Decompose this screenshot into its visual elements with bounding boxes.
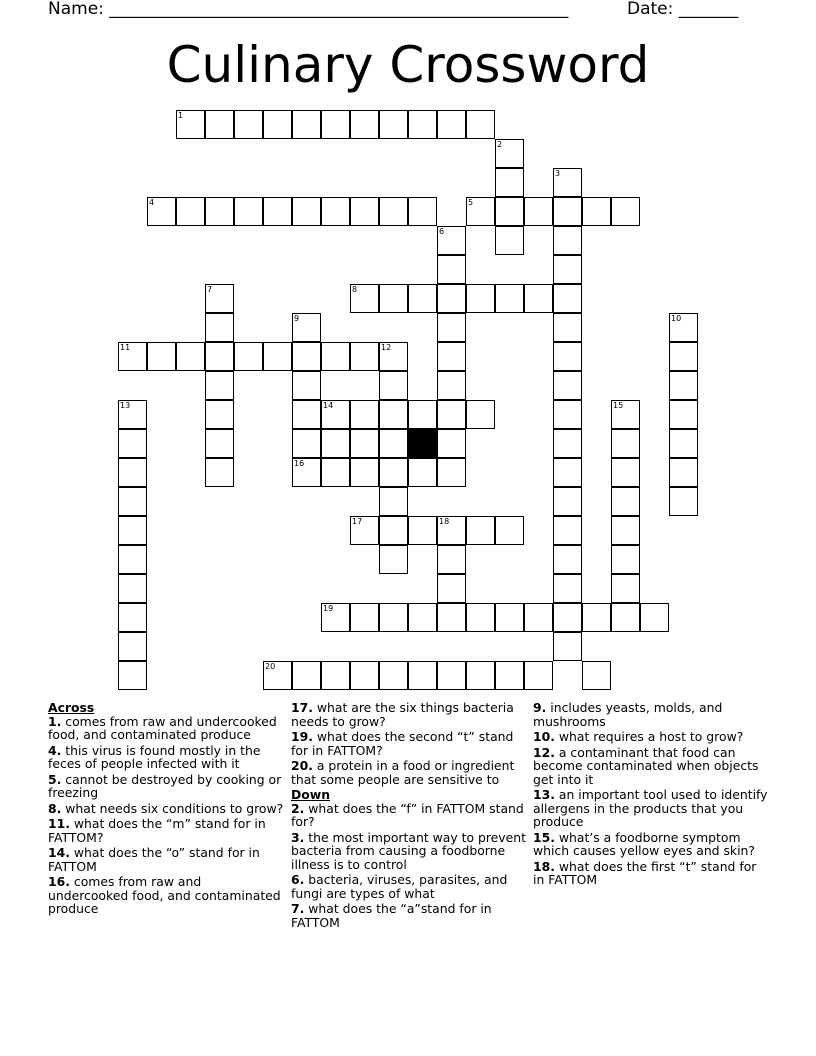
clue-number: 10: [671, 314, 682, 323]
clue-item: [533, 701, 769, 728]
crossword-cell[interactable]: [321, 110, 350, 139]
crossword-cell[interactable]: [437, 545, 466, 574]
crossword-cell[interactable]: [379, 342, 408, 371]
clue-number: 1.: [48, 713, 62, 729]
clue-number: 16.: [48, 874, 70, 889]
crossword-cell[interactable]: [611, 400, 640, 429]
crossword-cell[interactable]: [350, 661, 379, 690]
crossword-cell[interactable]: [611, 197, 640, 226]
crossword-cell[interactable]: [379, 516, 408, 545]
crossword-cell[interactable]: [321, 400, 350, 429]
crossword-cell[interactable]: [263, 661, 292, 690]
crossword-cell[interactable]: [118, 342, 147, 371]
clue-number: 11: [120, 343, 131, 352]
clue-number: 19.: [291, 729, 313, 744]
crossword-cell[interactable]: [118, 429, 147, 458]
clue-text: what’s a foodborne symptom which causes yellow eyes and skin?: [533, 829, 755, 858]
crossword-cell[interactable]: [408, 110, 437, 139]
crossword-cell[interactable]: [553, 458, 582, 487]
crossword-cell[interactable]: [437, 313, 466, 342]
crossword-cell[interactable]: [437, 110, 466, 139]
crossword-cell[interactable]: [408, 197, 437, 226]
crossword-cell[interactable]: [205, 197, 234, 226]
crossword-cell[interactable]: [205, 284, 234, 313]
blocked-cell: [408, 429, 437, 458]
date-field-label[interactable]: Date: _______: [627, 0, 739, 19]
crossword-cell[interactable]: [292, 342, 321, 371]
crossword-cell[interactable]: [118, 574, 147, 603]
crossword-cell[interactable]: [234, 197, 263, 226]
crossword-cell[interactable]: [582, 197, 611, 226]
clue-item: [533, 860, 769, 887]
crossword-cell[interactable]: [292, 313, 321, 342]
crossword-cell[interactable]: [147, 197, 176, 226]
crossword-cell[interactable]: [350, 110, 379, 139]
clue-number: 18: [439, 517, 450, 526]
clue-text: what does the second “t” stand for in FATTOM?: [291, 729, 514, 758]
crossword-cell[interactable]: [553, 226, 582, 255]
crossword-cell[interactable]: [553, 603, 582, 632]
crossword-cell[interactable]: [553, 197, 582, 226]
clue-item: [291, 831, 527, 872]
crossword-cell[interactable]: [553, 284, 582, 313]
crossword-cell[interactable]: [495, 516, 524, 545]
crossword-cell[interactable]: [321, 661, 350, 690]
crossword-cell[interactable]: [553, 516, 582, 545]
clue-number: 4: [149, 198, 155, 207]
crossword-cell[interactable]: [379, 661, 408, 690]
crossword-cell[interactable]: [118, 487, 147, 516]
crossword-cell[interactable]: [408, 284, 437, 313]
crossword-cell[interactable]: [263, 197, 292, 226]
crossword-cell[interactable]: [553, 487, 582, 516]
crossword-cell[interactable]: [611, 545, 640, 574]
clue-number: 7.: [291, 901, 305, 916]
clue-number: 14: [323, 401, 334, 410]
crossword-cell[interactable]: [408, 603, 437, 632]
crossword-cell[interactable]: [321, 197, 350, 226]
clue-text: a protein in a food or ingredient that some people are sensitive to: [291, 758, 515, 787]
clue-number: 19: [323, 604, 334, 613]
crossword-cell[interactable]: [437, 661, 466, 690]
clue-item: [533, 831, 769, 858]
clue-number: 11.: [48, 816, 70, 831]
crossword-cell[interactable]: [524, 661, 553, 690]
clue-number: 6: [439, 227, 445, 236]
clue-number: 17.: [291, 700, 313, 715]
page-title: Culinary Crossword: [166, 36, 650, 94]
clue-item: [291, 701, 527, 728]
clue-number: 7: [207, 285, 213, 294]
crossword-cell[interactable]: [292, 661, 321, 690]
clue-number: 5: [468, 198, 474, 207]
crossword-cell[interactable]: [611, 487, 640, 516]
crossword-cell[interactable]: [553, 371, 582, 400]
crossword-cell[interactable]: [147, 342, 176, 371]
clue-text: what does the “f” in FATTOM stand for?: [291, 800, 524, 829]
clue-text: what does the first “t” stand for in FATTOM: [533, 858, 757, 887]
clue-number: 2: [497, 140, 503, 149]
crossword-cell[interactable]: [553, 429, 582, 458]
crossword-cell[interactable]: [495, 139, 524, 168]
crossword-cell[interactable]: [379, 110, 408, 139]
crossword-cell[interactable]: [437, 371, 466, 400]
crossword-cell[interactable]: [292, 429, 321, 458]
clue-number: 3.: [291, 829, 305, 845]
clue-number: 9: [294, 314, 300, 323]
crossword-cell[interactable]: [321, 342, 350, 371]
crossword-cell[interactable]: [118, 458, 147, 487]
crossword-cell[interactable]: [466, 603, 495, 632]
crossword-cell[interactable]: [553, 400, 582, 429]
crossword-cell[interactable]: [118, 516, 147, 545]
crossword-cell[interactable]: [553, 342, 582, 371]
down-clue-list-continued: [533, 701, 769, 887]
crossword-cell[interactable]: [437, 284, 466, 313]
clue-item: [291, 802, 527, 829]
across-heading: Across: [48, 700, 95, 715]
crossword-cell[interactable]: [321, 429, 350, 458]
crossword-cell[interactable]: [611, 574, 640, 603]
crossword-cell[interactable]: [437, 255, 466, 284]
clue-item: [48, 744, 284, 771]
crossword-cell[interactable]: [669, 487, 698, 516]
crossword-cell[interactable]: [466, 284, 495, 313]
crossword-cell[interactable]: [350, 284, 379, 313]
crossword-cell[interactable]: [379, 284, 408, 313]
clue-number: 13: [120, 401, 131, 410]
crossword-cell[interactable]: [263, 110, 292, 139]
crossword-cell[interactable]: [437, 429, 466, 458]
crossword-cell[interactable]: [640, 603, 669, 632]
clue-number: 16: [294, 459, 305, 468]
crossword-cell[interactable]: [205, 371, 234, 400]
clue-text: this virus is found mostly in the feces of people infected with it: [48, 742, 261, 771]
crossword-cell[interactable]: [437, 400, 466, 429]
clue-text: what does the “o” stand for in FATTOM: [48, 845, 260, 874]
crossword-cell[interactable]: [524, 197, 553, 226]
crossword-cell[interactable]: [437, 603, 466, 632]
crossword-cell[interactable]: [553, 168, 582, 197]
crossword-cell[interactable]: [437, 226, 466, 255]
clue-item: [48, 802, 284, 816]
crossword-cell[interactable]: [205, 458, 234, 487]
name-field-label[interactable]: Name: ______________________________________________________: [48, 0, 569, 19]
crossword-cell[interactable]: [350, 516, 379, 545]
clue-item: [533, 746, 769, 787]
clue-number: 15.: [533, 829, 555, 845]
clue-item: [48, 817, 284, 844]
crossword-cell[interactable]: [437, 516, 466, 545]
crossword-cell[interactable]: [611, 516, 640, 545]
crossword-cell[interactable]: [466, 197, 495, 226]
crossword-cell[interactable]: [582, 661, 611, 690]
clue-number: 5.: [48, 771, 62, 787]
crossword-cell[interactable]: [292, 400, 321, 429]
crossword-cell[interactable]: [379, 603, 408, 632]
crossword-cell[interactable]: [553, 632, 582, 661]
clue-item: [533, 730, 769, 744]
crossword-cell[interactable]: [292, 371, 321, 400]
clue-number: 3: [555, 169, 561, 178]
clue-text: what requires a host to grow?: [554, 729, 744, 744]
crossword-cell[interactable]: [350, 429, 379, 458]
crossword-cell[interactable]: [466, 110, 495, 139]
clue-text: a contaminant that food can become contaminated when objects get into it: [533, 744, 759, 787]
across-clue-list-continued: [291, 701, 527, 786]
clue-number: 14.: [48, 845, 70, 860]
crossword-cell[interactable]: [669, 313, 698, 342]
crossword-cell[interactable]: [176, 197, 205, 226]
clue-number: 20.: [291, 758, 313, 773]
crossword-cell[interactable]: [669, 458, 698, 487]
clue-text: comes from raw and undercooked food, and contaminated produce: [48, 874, 281, 916]
crossword-cell[interactable]: [205, 342, 234, 371]
crossword-cell[interactable]: [292, 458, 321, 487]
crossword-cell[interactable]: [292, 197, 321, 226]
clue-item: [291, 759, 527, 786]
crossword-cell[interactable]: [553, 255, 582, 284]
clue-text: what needs six conditions to grow?: [61, 800, 284, 816]
crossword-cell[interactable]: [263, 342, 292, 371]
crossword-cell[interactable]: [379, 197, 408, 226]
crossword-cell[interactable]: [205, 429, 234, 458]
crossword-cell[interactable]: [118, 603, 147, 632]
crossword-cell[interactable]: [495, 168, 524, 197]
crossword-cell[interactable]: [350, 603, 379, 632]
crossword-cell[interactable]: [176, 342, 205, 371]
clue-number: 20: [265, 662, 276, 671]
clue-number: 17: [352, 517, 363, 526]
clue-number: 1: [178, 111, 184, 120]
clue-item: [48, 875, 284, 916]
clue-text: what does the “m” stand for in FATTOM?: [48, 816, 266, 845]
clue-text: what does the “a”stand for in FATTOM: [291, 901, 492, 930]
crossword-cell[interactable]: [495, 603, 524, 632]
clue-number: 12.: [533, 744, 555, 760]
clue-number: 8.: [48, 800, 62, 816]
crossword-cell[interactable]: [524, 284, 553, 313]
clue-text: an important tool used to identify allergens in the products that you produce: [533, 787, 768, 829]
crossword-cell[interactable]: [669, 400, 698, 429]
clue-number: 10.: [533, 729, 555, 744]
clue-item: [48, 773, 284, 800]
crossword-cell[interactable]: [408, 516, 437, 545]
clue-item: [533, 788, 769, 829]
crossword-cell[interactable]: [553, 574, 582, 603]
clue-text: the most important way to prevent bacteria from causing a foodborne illness is to control: [291, 829, 526, 872]
crossword-cell[interactable]: [437, 574, 466, 603]
clue-number: 9.: [533, 700, 547, 715]
crossword-cell[interactable]: [495, 197, 524, 226]
crossword-cell[interactable]: [408, 661, 437, 690]
crossword-cell[interactable]: [611, 429, 640, 458]
crossword-cell[interactable]: [379, 400, 408, 429]
crossword-cell[interactable]: [118, 400, 147, 429]
crossword-cell[interactable]: [437, 342, 466, 371]
clue-number: 4.: [48, 742, 62, 758]
crossword-cell[interactable]: [205, 110, 234, 139]
crossword-cell[interactable]: [379, 487, 408, 516]
clue-number: 6.: [291, 872, 305, 887]
crossword-cell[interactable]: [292, 110, 321, 139]
crossword-cell[interactable]: [495, 661, 524, 690]
crossword-cell[interactable]: [669, 342, 698, 371]
crossword-cell[interactable]: [350, 400, 379, 429]
crossword-cell[interactable]: [205, 400, 234, 429]
clue-item: [291, 873, 527, 900]
crossword-cell[interactable]: [379, 545, 408, 574]
crossword-cell[interactable]: [118, 632, 147, 661]
across-clue-list: [48, 715, 284, 916]
crossword-cell[interactable]: [611, 603, 640, 632]
crossword-cell[interactable]: [118, 661, 147, 690]
clue-number: 13.: [533, 787, 555, 802]
clues-column-2: [291, 701, 527, 931]
clue-text: cannot be destroyed by cooking or freezing: [48, 771, 282, 800]
crossword-cell[interactable]: [408, 458, 437, 487]
clues-column-1: [48, 701, 284, 918]
clue-item: [291, 902, 527, 929]
crossword-cell[interactable]: [321, 603, 350, 632]
crossword-cell[interactable]: [437, 458, 466, 487]
crossword-cell[interactable]: [582, 603, 611, 632]
crossword-cell[interactable]: [408, 400, 437, 429]
crossword-cell[interactable]: [379, 429, 408, 458]
clue-number: 18.: [533, 858, 555, 874]
clue-item: [48, 715, 284, 742]
crossword-cell[interactable]: [118, 545, 147, 574]
down-heading: Down: [291, 787, 331, 802]
clue-number: 8: [352, 285, 358, 294]
crossword-cell[interactable]: [205, 313, 234, 342]
clue-number: 15: [613, 401, 624, 410]
clue-text: includes yeasts, molds, and mushrooms: [533, 700, 723, 729]
crossword-cell[interactable]: [350, 342, 379, 371]
crossword-cell[interactable]: [350, 458, 379, 487]
crossword-cell[interactable]: [553, 313, 582, 342]
crossword-cell[interactable]: [553, 545, 582, 574]
crossword-cell[interactable]: [611, 458, 640, 487]
crossword-cell[interactable]: [379, 371, 408, 400]
clue-number: 12: [381, 343, 392, 352]
crossword-cell[interactable]: [495, 284, 524, 313]
crossword-cell[interactable]: [466, 661, 495, 690]
crossword-cell[interactable]: [495, 226, 524, 255]
crossword-cell[interactable]: [176, 110, 205, 139]
clue-number: 2.: [291, 800, 305, 816]
crossword-cell[interactable]: [379, 458, 408, 487]
clues-column-3: [533, 701, 769, 889]
crossword-cell[interactable]: [524, 603, 553, 632]
clue-text: comes from raw and undercooked food, and contaminated produce: [48, 713, 277, 742]
clue-item: [48, 846, 284, 873]
crossword-cell[interactable]: [321, 458, 350, 487]
crossword-cell[interactable]: [234, 342, 263, 371]
crossword-cell[interactable]: [234, 110, 263, 139]
crossword-cell[interactable]: [669, 429, 698, 458]
down-clue-list: [291, 802, 527, 930]
clue-text: what are the six things bacteria needs to grow?: [291, 700, 514, 729]
crossword-cell[interactable]: [350, 197, 379, 226]
clue-item: [291, 730, 527, 757]
crossword-cell[interactable]: [669, 371, 698, 400]
crossword-cell[interactable]: [466, 516, 495, 545]
crossword-cell[interactable]: [466, 400, 495, 429]
clue-text: bacteria, viruses, parasites, and fungi are types of what: [291, 872, 508, 901]
